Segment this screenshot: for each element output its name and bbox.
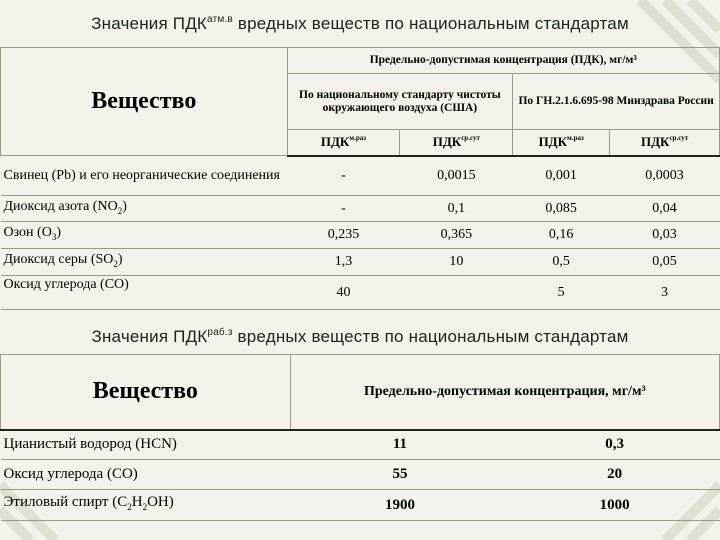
value-cell [400,276,513,310]
value-cell: 10 [400,249,513,276]
table-row [1,196,720,222]
substance-name: Диоксид серы $(SO_2)$ [1,249,288,276]
table-row [1,222,720,249]
value-cell: 1,3 [287,249,400,276]
pdk-group-header: Предельно-допустимая концентрация, мг/м³ [290,355,719,430]
value-cell: 0,16 [513,222,610,249]
pdk-atmospheric-table [0,47,720,310]
value-cell: 1000 [510,490,720,521]
value-cell: 0,0015 [400,156,513,196]
table-row [1,430,720,460]
substance-name: Свинец (Pb) и его неорганические соединения [1,156,288,196]
substance-name: Оксид углерода (CO) [1,460,291,490]
value-cell: 0,5 [513,249,610,276]
value-cell: 0,085 [513,196,610,222]
russia-standard-header: По ГН.2.1.6.695-98 Минздрава России [513,74,720,130]
value-cell: 0,3 [510,430,720,460]
value-cell: 1900 [290,490,510,521]
slide2-title: Значения $ПДК^{раб.з}$ вредных веществ по национальным стандартам [91,327,629,346]
table-row [1,490,720,521]
usa-standard-header: По национальному стандарту чистоты окружающего воздуха (США) [287,74,513,130]
value-cell: 55 [290,460,510,490]
substance-header: Вещество [1,48,288,156]
pdk-subheader: $ПДК^{ср.сут}$ [400,130,513,156]
value-cell: 20 [510,460,720,490]
value-cell: 0,235 [287,222,400,249]
value-cell: - [287,196,400,222]
pdk-subheader: $ПДК^{м.раз}$ [287,130,400,156]
value-cell: 0,03 [610,222,720,249]
table-row [1,249,720,276]
value-cell: 0,1 [400,196,513,222]
substance-header: Вещество [1,355,291,430]
slide1-title: Значения $ПДК^{атм.в}$ вредных веществ по национальным стандартам [91,14,629,33]
table-row [1,276,720,310]
value-cell: 0,365 [400,222,513,249]
value-cell: 0,05 [610,249,720,276]
pdk-group-header: Предельно-допустимая концентрация (ПДК), мг/м³ [287,48,719,74]
value-cell: 3 [610,276,720,310]
substance-name: Оксид углерода (CO) [1,276,288,310]
pdk-workzone-table [0,354,720,521]
pdk-subheader: $ПДК^{ср.сут}$ [610,130,720,156]
pdk-subheader: $ПДК^{м.раз}$ [513,130,610,156]
substance-name: Озон $(O_3)$ [1,222,288,249]
value-cell: 0,04 [610,196,720,222]
value-cell: 40 [287,276,400,310]
substance-name: Этиловый спирт $(C_2H_2OH)$ [1,490,291,521]
value-cell: 5 [513,276,610,310]
table-row [1,460,720,490]
substance-name: Диоксид азота $(NO_2)$ [1,196,288,222]
value-cell: 11 [290,430,510,460]
value-cell: - [287,156,400,196]
table-row [1,156,720,196]
value-cell: 0,0003 [610,156,720,196]
substance-name: Цианистый водород (HCN) [1,430,291,460]
value-cell: 0,001 [513,156,610,196]
